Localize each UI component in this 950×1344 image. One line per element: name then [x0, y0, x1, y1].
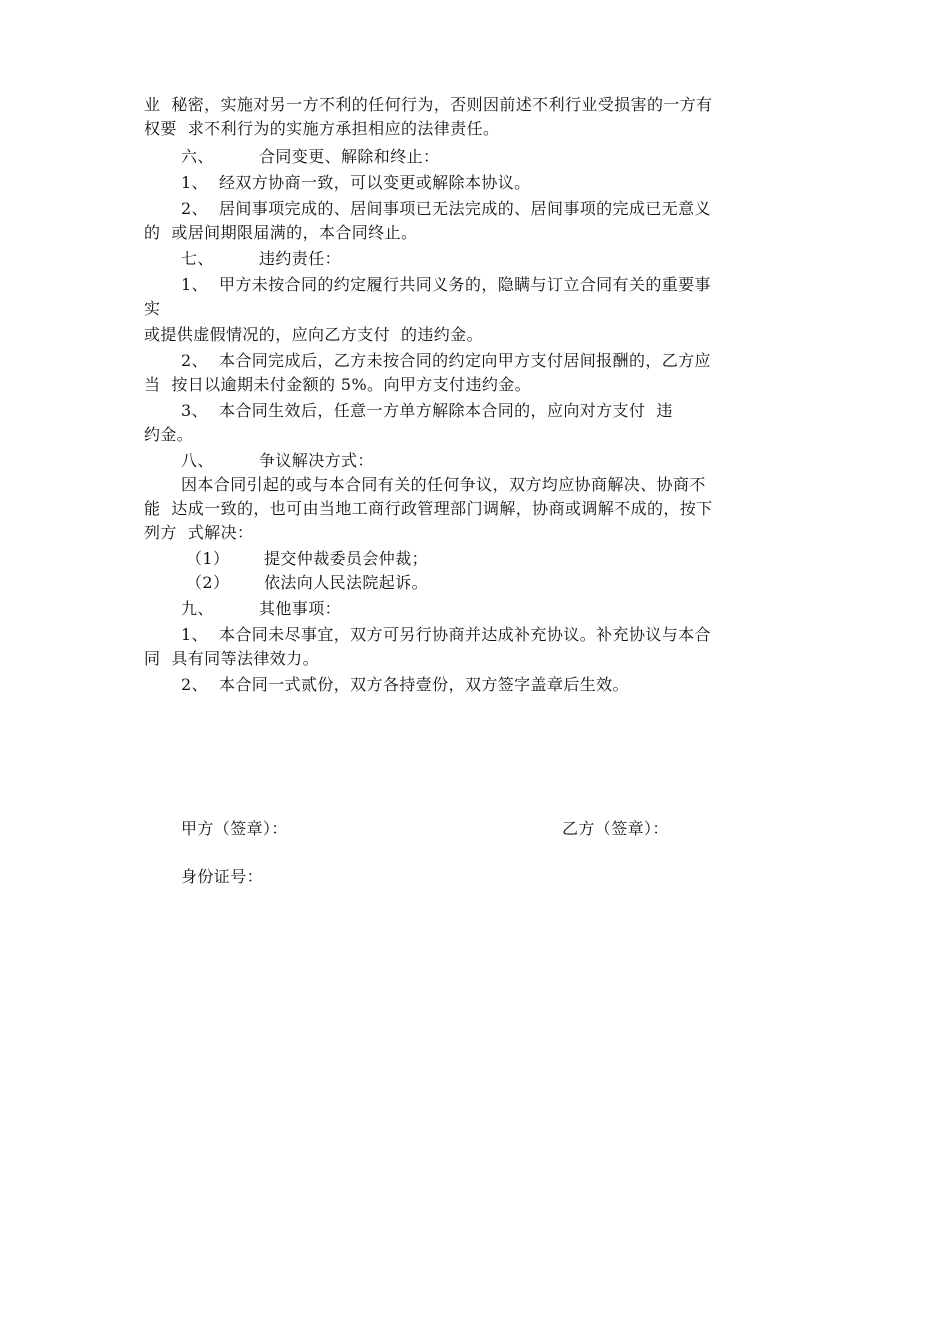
text-line-2: 权要 求不利行为的实施方承担相应的法律责任。 [144, 119, 500, 138]
text-line-9: 实 [144, 299, 161, 318]
list-text: 提交仲裁委员会仲裁； [264, 549, 429, 568]
section-number: 八、 [181, 451, 214, 470]
section-number: 六、 [181, 147, 214, 166]
section-title: 争议解决方式： [259, 451, 374, 470]
text-line-6: 的 或居间期限届满的，本合同终止。 [144, 223, 418, 242]
section-heading-8 [181, 450, 374, 472]
section-heading-7 [181, 248, 341, 270]
text-line-23: 同 具有同等法律效力。 [144, 649, 319, 668]
section-title: 合同变更、解除和终止： [259, 147, 440, 166]
text-line-22: 1、 本合同未尽事宜，双方可另行协商并达成补充协议。补充协议与本合 [181, 625, 711, 644]
list-item-1 [186, 548, 428, 570]
text-line-4: 1、 经双方协商一致，可以变更或解除本协议。 [181, 173, 531, 192]
text-line-8: 1、 甲方未按合同的约定履行共同义务的，隐瞒与订立合同有关的重要事 [181, 275, 711, 294]
text-line-10: 或提供虚假情况的，应向乙方支付 的违约金。 [144, 325, 483, 344]
section-number: 七、 [181, 249, 214, 268]
text-line-17: 能 达成一致的，也可由当地工商行政管理部门调解，协商或调解不成的，按下 [144, 499, 713, 518]
text-line-16: 因本合同引起的或与本合同有关的任何争议，双方均应协商解决、协商不 [181, 475, 706, 494]
section-heading-9 [181, 598, 341, 620]
list-number: （2） [186, 573, 230, 592]
list-text: 依法向人民法院起诉。 [264, 573, 429, 592]
text-line-5: 2、 居间事项完成的、居间事项已无法完成的、居间事项的完成已无意义 [181, 199, 711, 218]
section-title: 其他事项： [259, 599, 342, 618]
text-line-24: 2、 本合同一式贰份，双方各持壹份，双方签字盖章后生效。 [181, 675, 629, 694]
text-line-11: 2、 本合同完成后，乙方未按合同的约定向甲方支付居间报酬的，乙方应 [181, 351, 711, 370]
text-line-1: 业 秘密，实施对另一方不利的任何行为，否则因前述不利行业受损害的一方有 [144, 95, 713, 114]
text-line-14: 约金。 [144, 425, 194, 444]
party-a-signature-label: 甲方（签章）： [181, 819, 288, 838]
section-number: 九、 [181, 599, 214, 618]
list-number: （1） [186, 549, 230, 568]
party-b-signature-label: 乙方（签章）： [562, 819, 669, 838]
text-line-12: 当 按日以逾期未付金额的 5%。向甲方支付违约金。 [144, 375, 532, 394]
text-line-18: 列方 式解决： [144, 523, 254, 542]
section-title: 违约责任： [259, 249, 342, 268]
list-item-2 [186, 572, 428, 594]
section-heading-6 [181, 146, 439, 168]
text-line-13: 3、 本合同生效后，任意一方单方解除本合同的，应向对方支付 违 [181, 401, 673, 420]
id-number-label: 身份证号： [181, 867, 264, 886]
